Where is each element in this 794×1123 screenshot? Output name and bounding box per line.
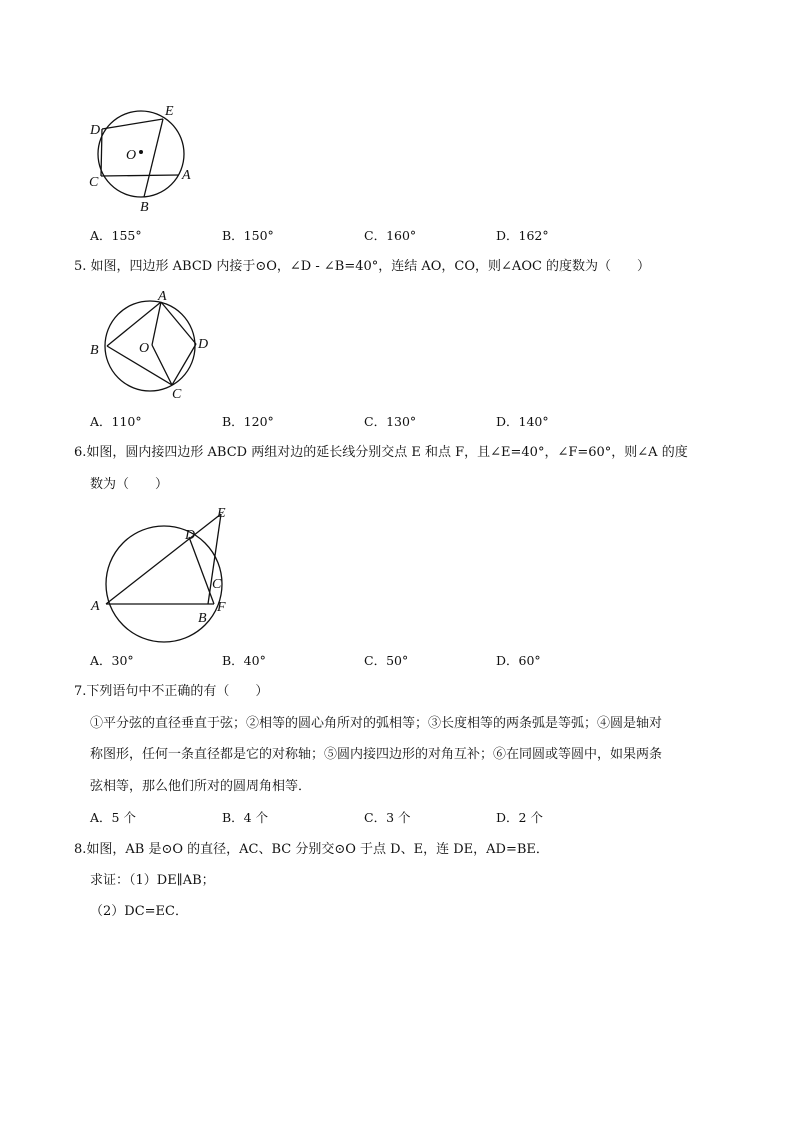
- q7-body-line2: 称图形，任何一条直径都是它的对称轴；⑤圆内接四边形的对角互补；⑥在同圆或等圆中，如果两条: [90, 747, 663, 762]
- q7-options: [90, 808, 730, 828]
- q4-option-c[interactable]: C．160°: [364, 228, 417, 243]
- q4-label-D: D: [90, 123, 101, 138]
- q8-prove-part1: 求证：（1）DE∥AB；: [90, 873, 215, 888]
- q4-label-A: A: [182, 168, 191, 183]
- q8-stem: 8.如图，AB 是⊙O 的直径，AC、BC 分别交⊙O 于点 D、E，连 DE，AD=BE．: [74, 842, 549, 857]
- q5-label-D: D: [198, 337, 209, 352]
- q5-option-d[interactable]: D．140°: [496, 414, 549, 429]
- q4-label-E: E: [165, 104, 174, 119]
- q5-label-C: C: [172, 387, 182, 401]
- q6-label-D: D: [185, 528, 196, 543]
- q6-label-B: B: [198, 611, 207, 626]
- q8-prove-part2: （2）DC=EC．: [90, 904, 188, 919]
- q4-option-a[interactable]: A．155°: [90, 228, 142, 243]
- q6-label-C: C: [212, 577, 222, 592]
- q6-stem-line1: 6.如图，圆内接四边形 ABCD 两组对边的延长线分别交点 E 和点 F，且∠E=40°，∠F=60°，则∠A 的度: [74, 445, 688, 460]
- q7-body-line3: 弦相等，那么他们所对的圆周角相等．: [90, 779, 312, 794]
- q5-label-A: A: [158, 289, 167, 304]
- q5-circle-figure: [84, 286, 219, 401]
- q6-circle-figure: [84, 500, 244, 650]
- q7-option-c[interactable]: C．3 个: [364, 810, 411, 825]
- q6-label-F: F: [217, 600, 226, 615]
- q4-label-O: O: [126, 148, 137, 163]
- q6-option-c[interactable]: C．50°: [364, 653, 409, 668]
- q6-option-a[interactable]: A．30°: [90, 653, 134, 668]
- q7-body-line1: ①平分弦的直径垂直于弦；②相等的圆心角所对的弧相等；③长度相等的两条弧是等弧；④圆是轴对: [90, 716, 663, 731]
- q4-options: [90, 226, 730, 246]
- q6-option-b[interactable]: B．40°: [222, 653, 266, 668]
- q6-options: [90, 651, 730, 671]
- q4-option-d[interactable]: D．162°: [496, 228, 549, 243]
- q7-stem: 7.下列语句中不正确的有（ ）: [74, 684, 269, 699]
- q5-label-B: B: [90, 343, 99, 358]
- q6-label-A: A: [91, 599, 100, 614]
- q6-label-E: E: [217, 506, 226, 521]
- q5-stem: 5. 如图，四边形 ABCD 内接于⊙O，∠D - ∠B=40°，连结 AO，CO，则∠AOC 的度数为（ ）: [74, 259, 651, 274]
- q5-options: [90, 412, 730, 432]
- q4-label-B: B: [140, 200, 149, 215]
- q5-option-b[interactable]: B．120°: [222, 414, 274, 429]
- q6-stem-line2: 数为（ ）: [90, 477, 169, 492]
- q5-option-a[interactable]: A．110°: [90, 414, 142, 429]
- q7-option-d[interactable]: D．2 个: [496, 810, 543, 825]
- q5-option-c[interactable]: C．130°: [364, 414, 417, 429]
- q4-option-b[interactable]: B．150°: [222, 228, 274, 243]
- q4-circle-figure: [84, 100, 204, 215]
- q6-option-d[interactable]: D．60°: [496, 653, 541, 668]
- q7-option-a[interactable]: A．5 个: [90, 810, 136, 825]
- q4-label-C: C: [89, 175, 99, 190]
- q5-label-O: O: [139, 341, 150, 356]
- q7-option-b[interactable]: B．4 个: [222, 810, 269, 825]
